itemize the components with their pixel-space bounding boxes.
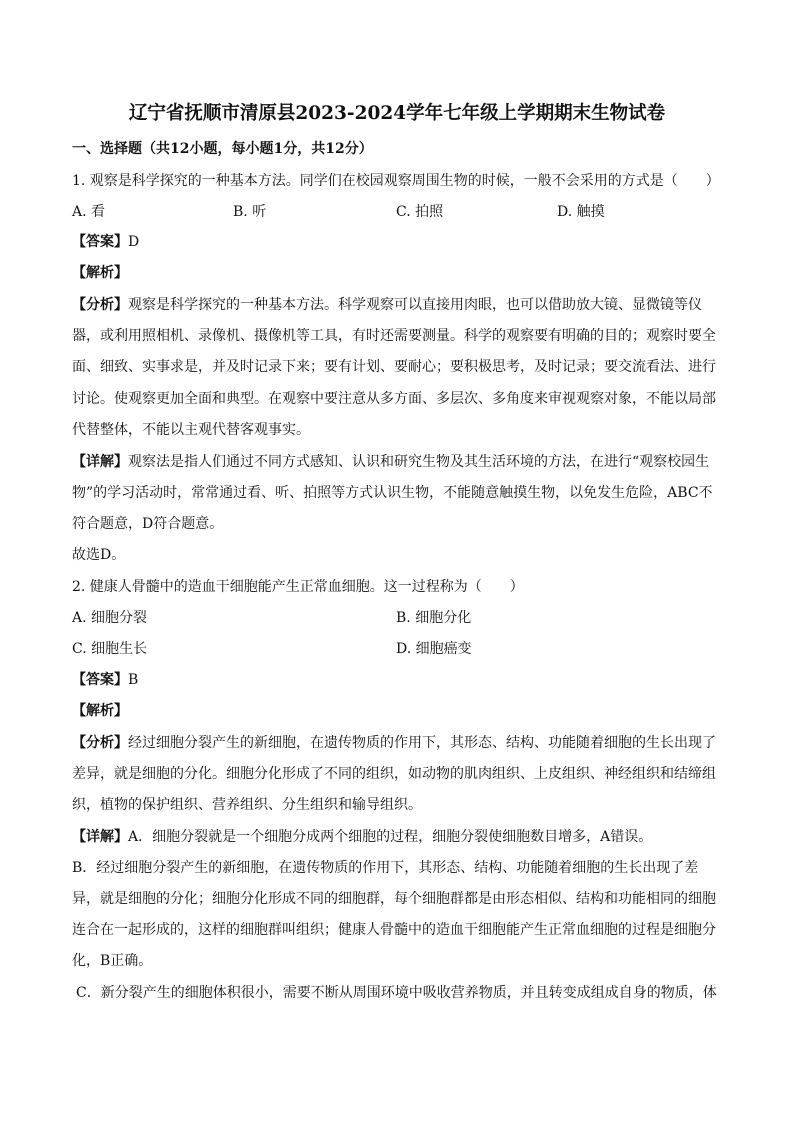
- q2-b-line-3: 连合在一起形成的，这样的细胞群叫组织；健康人骨髓中的造血干细胞能产生正常血细胞的过程是细胞分: [72, 922, 716, 938]
- question-1-stem: 1. 观察是科学探究的一种基本方法。同学们在校园观察周围生物的时候，一般不会采用的方式是（ ）: [72, 173, 720, 189]
- q2-answer: [72, 670, 138, 690]
- xiangjie-text: 观察法是指人们通过不同方式感知、认识和研究生物及其生活环境的方法，在进行“观察校园生: [128, 454, 710, 470]
- q2-option-d: D. 细胞癌变: [396, 641, 472, 657]
- answer-tag: 【答案】: [72, 234, 128, 250]
- q2-analysis-tag: 【解析】: [72, 703, 128, 719]
- q2-b-line-1: B．经过细胞分裂产生的新细胞，在遗传物质的作用下，其形态、结构、功能随着细胞的生长出现了差: [72, 860, 699, 876]
- xiangjie-tag: 【详解】: [72, 829, 128, 845]
- q1-fenxi-line-4: 讨论。使观察更加全面和典型。在观察中要注意从多方面、多层次、多角度来审视观察对象，不能以局部: [72, 391, 716, 407]
- q2-option-a: A. 细胞分裂: [72, 610, 148, 626]
- fenxi-text: 观察是科学探究的一种基本方法。科学观察可以直接用肉眼，也可以借助放大镜、显微镜等仪: [128, 297, 702, 313]
- q1-answer: [72, 232, 139, 252]
- answer-value: B: [128, 672, 139, 688]
- q2-option-c: C. 细胞生长: [72, 641, 148, 657]
- q1-analysis-tag: 【解析】: [72, 265, 128, 281]
- q2-b-line-2: 异，就是细胞的分化；细胞分化形成不同的细胞群，每个细胞群都是由形态相似、结构和功能相同的细胞: [72, 891, 716, 907]
- q2-b-line-4: 化，B正确。: [72, 953, 153, 969]
- page-title: 辽宁省抚顺市清原县2023-2024学年七年级上学期期末生物试卷: [128, 103, 666, 124]
- fenxi-tag: 【分析】: [72, 735, 128, 751]
- q1-conclusion: 故选D。: [72, 547, 126, 563]
- fenxi-tag: 【分析】: [72, 297, 128, 313]
- q1-fenxi-line-5: 代替整体，不能以主观代替客观事实。: [72, 422, 310, 438]
- question-2-stem: 2. 健康人骨髓中的造血干细胞能产生正常血细胞。这一过程称为（ ）: [72, 579, 524, 595]
- xiangjie-text: A．细胞分裂就是一个细胞分成两个细胞的过程，细胞分裂使细胞数目增多，A错误。: [128, 829, 653, 845]
- q2-fenxi-line-3: 织，植物的保护组织、营养组织、分生组织和输导组织。: [72, 797, 422, 813]
- xiangjie-tag: 【详解】: [72, 454, 128, 470]
- q1-option-c: C. 拍照: [396, 204, 444, 220]
- q1-fenxi-line-1: [72, 295, 702, 315]
- q1-option-b: B. 听: [233, 204, 267, 220]
- section-heading: 一、选择题（共12小题，每小题1分，共12分）: [72, 141, 373, 157]
- q1-option-a: A. 看: [72, 204, 106, 220]
- q2-c-line-1: C．新分裂产生的细胞体积很小，需要不断从周围环境中吸收营养物质，并且转变成组成自身的物质，体: [76, 985, 717, 1001]
- q1-xiangjie-line-3: 符合题意，D符合题意。: [72, 516, 224, 532]
- q2-fenxi-line-2: 差异，就是细胞的分化。细胞分化形成了不同的组织，如动物的肌肉组织、上皮组织、神经组织和结缔组: [72, 766, 716, 782]
- answer-value: D: [128, 234, 140, 250]
- q1-xiangjie-line-2: 物”的学习活动时，常常通过看、听、拍照等方式认识生物，不能随意触摸生物，以免发生危险，ABC不: [72, 485, 713, 501]
- answer-tag: 【答案】: [72, 672, 128, 688]
- q1-fenxi-line-2: 器，或利用照相机、录像机、摄像机等工具，有时还需要测量。科学的观察要有明确的目的；观察时要全: [72, 328, 716, 344]
- q1-option-d: D. 触摸: [557, 204, 605, 220]
- q1-fenxi-line-3: 面、细致、实事求是，并及时记录下来；要有计划、要耐心；要积极思考，及时记录；要交流看法、进行: [72, 359, 716, 375]
- q2-xiangjie-line-1: [72, 827, 652, 847]
- q1-xiangjie-line-1: [72, 452, 709, 472]
- q2-fenxi-line-1: [72, 733, 716, 753]
- q2-option-b: B. 细胞分化: [396, 610, 472, 626]
- fenxi-text: 经过细胞分裂产生的新细胞，在遗传物质的作用下，其形态、结构、功能随着细胞的生长出现了: [128, 735, 716, 751]
